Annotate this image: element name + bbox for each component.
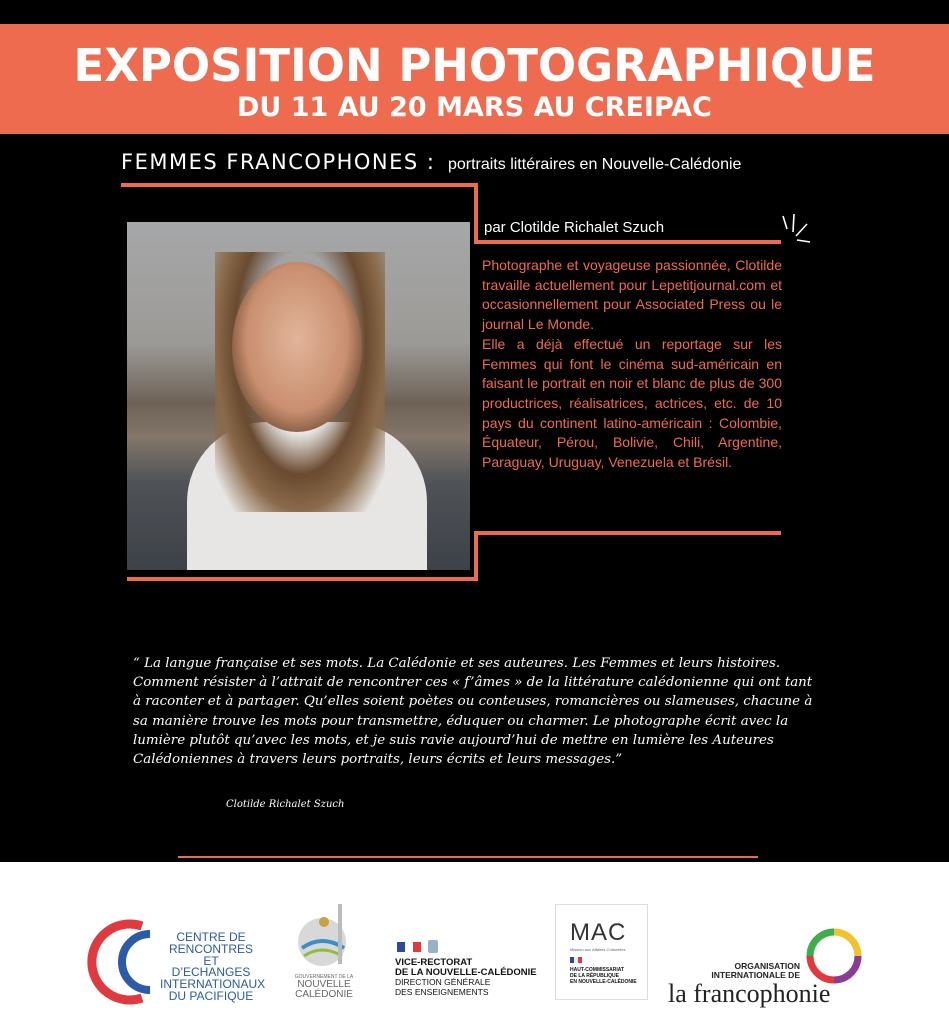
exhibition-subtitle [121, 150, 741, 174]
gouvernement-emblem-icon [292, 904, 356, 970]
mac-logo [555, 904, 648, 1000]
gouvernement-logo-text: GOUVERNEMENT DE LA NOUVELLE CALÉDONIE [294, 974, 354, 1000]
bio-paragraph: Photographe et voyageuse passionnée, Clotilde travaille actuellement pour Lepetitjournal.com et occasionnellement pour Associated Press ou le journal Le Monde. [482, 257, 782, 333]
marianne-flag-icon [397, 942, 421, 952]
mac-logo-text: HAUT-COMMISSARIAT DE LA RÉPUBLIQUE EN NOUVELLE-CALÉDONIE [570, 967, 637, 985]
sparkle-icon [777, 212, 811, 252]
frame-line [474, 240, 781, 244]
exhibition-title: EXPOSITION PHOTOGRAPHIQUE [73, 39, 876, 92]
creipac-logo-text: CENTRE DE RENCONTRES ET D’ECHANGES INTERNATIONAUX DU PACIFIQUE [160, 930, 266, 1003]
portrait-photo [127, 222, 470, 570]
vice-rectorat-logo-text: VICE-RECTORAT DE LA NOUVELLE-CALÉDONIE DIRECTION GÉNÉRALE DES ENSEIGNEMENTS [395, 957, 537, 997]
frame-line [474, 531, 781, 535]
mac-flag-icon [570, 957, 582, 963]
footer-divider [178, 856, 758, 858]
partner-logos [0, 862, 949, 1024]
frame-line [121, 183, 478, 187]
creipac-logo-icon [84, 916, 164, 1006]
photographer-quote: “ La langue française et ses mots. La Calédonie et ses auteures. Les Femmes et leurs histoires. Comment résister à l’attrait de rencontrer ces « f’âmes » de la littérature calédonienne qui ont tant à raconter et à partager. Qu’elles soient poètes ou conteuses, romancières ou slameuses, chacune à sa manière trouve les mots pour transmettre, éduquer ou charmer. Le photographe écrit avec la lumière plutôt qu’avec les mots, et je suis ravie aujourd’hui de mettre en lumière les Auteures Calédoniennes à travers leurs portraits, leurs écrits et leurs messages.” [133, 656, 813, 768]
title-banner [0, 24, 949, 134]
bio-paragraph: Elle a déjà effectué un reportage sur les Femmes qui font le cinéma sud-américain en faisant le portrait en noir et blanc de plus de 300 productrices, réalisatrices, actrices, etc. de 10 pays du continent latino-américain : Colombie, Équateur, Pérou, Bolivie, Chili, Argentine, Paraguay, Uruguay, Venezuela et Brésil. [482, 335, 782, 471]
frame-line [127, 577, 478, 581]
subtitle-sub: portraits littéraires en Nouvelle-Calédonie [447, 156, 742, 173]
mac-logo-title: MAC [570, 919, 627, 946]
francophonie-logo-text: ORGANISATION INTERNATIONALE DE la francophonie [668, 961, 831, 1008]
subtitle-main: FEMMES FRANCOPHONES : [121, 150, 436, 174]
mac-logo-subtitle: Mission aux Affaires Culturelles [570, 947, 626, 952]
exhibition-dates: DU 11 AU 20 MARS AU CREIPAC [237, 92, 712, 123]
photographer-credit: par Clotilde Richalet Szuch [484, 219, 665, 236]
quote-signature: Clotilde Richalet Szuch [226, 799, 345, 810]
frame-line [474, 183, 478, 243]
frame-line [474, 531, 478, 581]
vice-rectorat-emblem-icon [428, 940, 438, 953]
photographer-bio [482, 256, 782, 473]
